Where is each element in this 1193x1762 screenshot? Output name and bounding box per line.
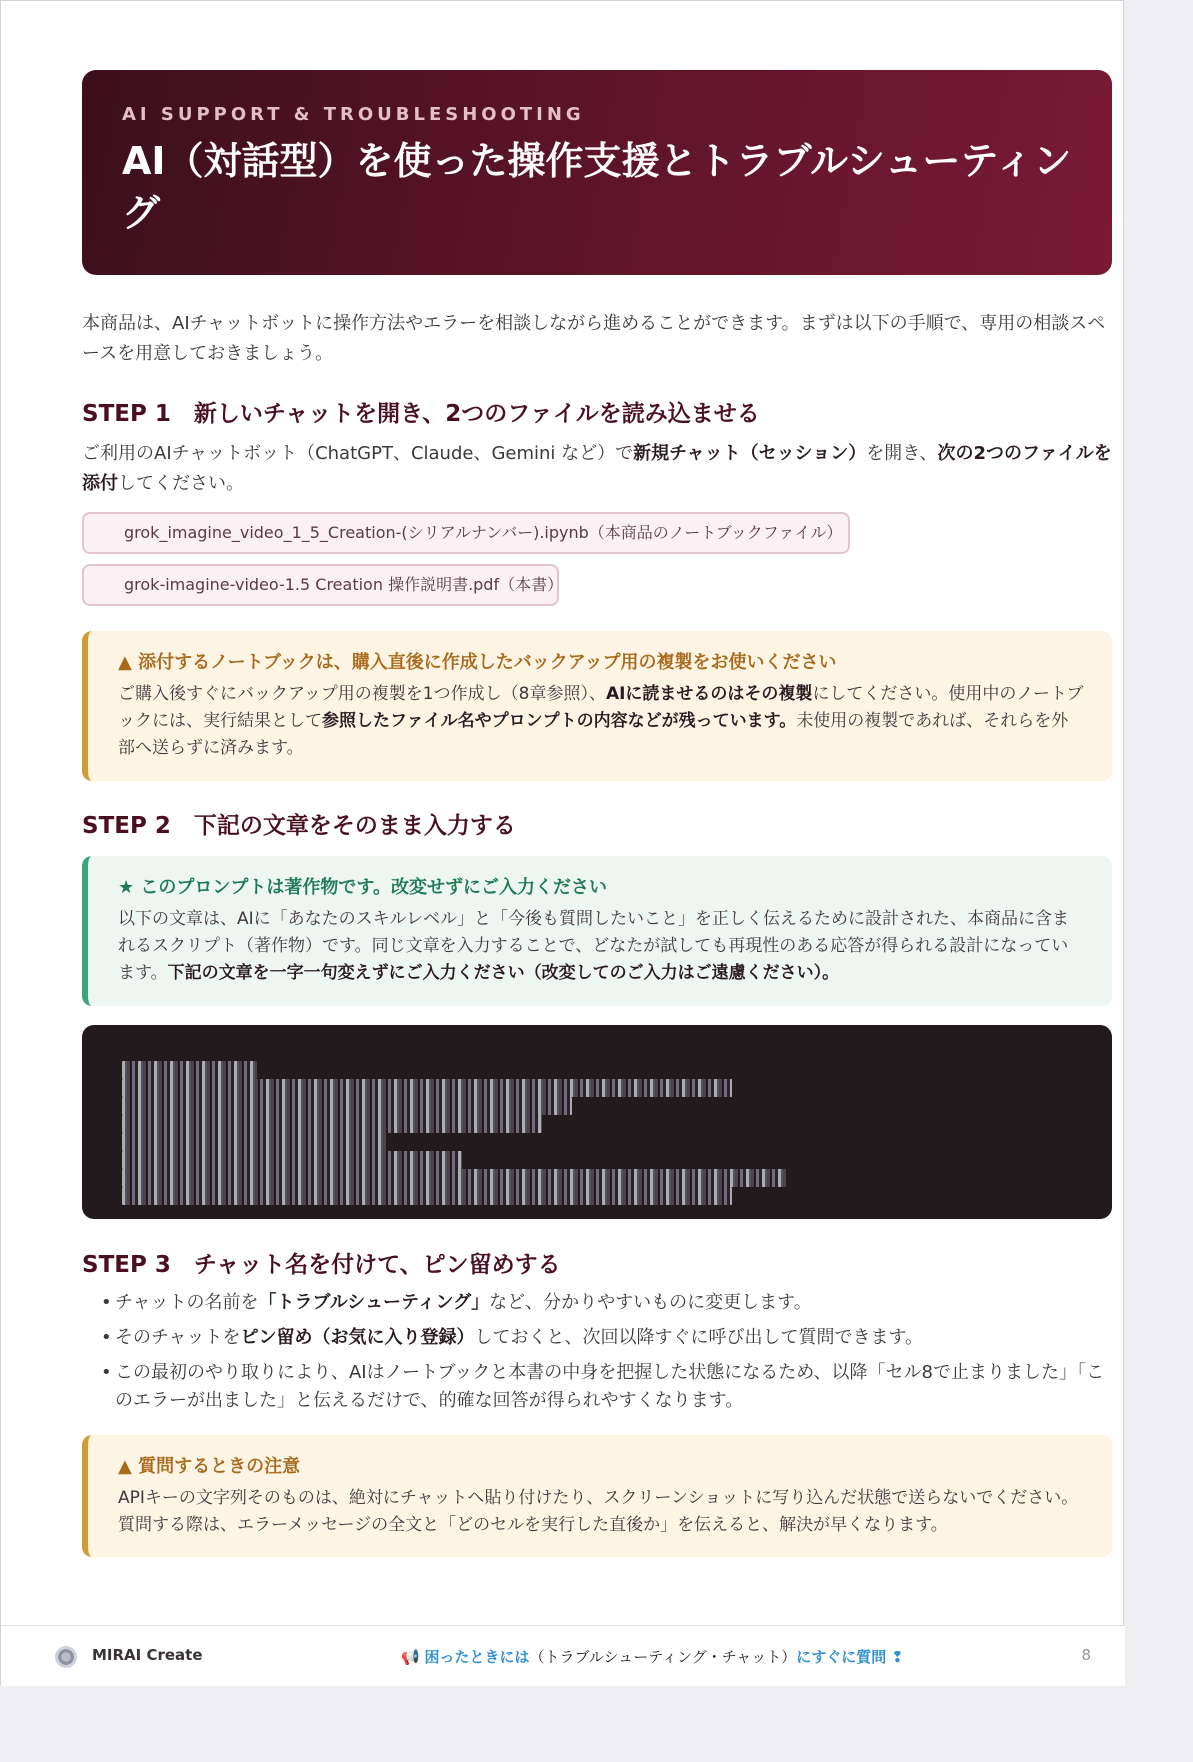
blurred-code-line bbox=[122, 1097, 572, 1115]
copyright-note-callout bbox=[82, 856, 1112, 1006]
page-number: 8 bbox=[1081, 1646, 1091, 1664]
header-kicker: AI SUPPORT & TROUBLESHOOTING bbox=[122, 104, 585, 125]
backup-warning-callout bbox=[82, 631, 1112, 781]
callout-body: 以下の文章は、AIに「あなたのスキルレベル」と「今後も質問したいこと」を正しく伝えるために設計された、本商品に含まれるスクリプト（著作物）です。同じ文章を入力することで、どなたが試しても再現性のある応答が得られる設計になっています。下記の文章を一字一句変えずにご入力ください（改変してのご入力はご遠慮ください）。 bbox=[118, 909, 1070, 983]
page-title: AI（対話型）を使った操作支援とトラブルシューティング bbox=[122, 139, 1072, 235]
blurred-code-line bbox=[122, 1133, 387, 1151]
prompt-code-block[interactable] bbox=[82, 1025, 1112, 1219]
blurred-code-line bbox=[122, 1061, 257, 1079]
blurred-code-line bbox=[122, 1115, 542, 1133]
blurred-code-line bbox=[122, 1187, 732, 1205]
callout-title: ▲ 質問するときの注意 bbox=[118, 1456, 301, 1477]
step3-bullet-list bbox=[101, 1289, 1111, 1422]
step2-title: STEP 2 下記の文章をそのまま入力する bbox=[82, 813, 516, 839]
step3-title: STEP 3 チャット名を付けて、ピン留めする bbox=[82, 1252, 561, 1278]
footer-brand: MIRAI Create bbox=[92, 1646, 203, 1664]
file-chip-manual: grok-imagine-video-1.5 Creation 操作説明書.pdf（本書） bbox=[82, 564, 559, 606]
header-banner bbox=[82, 70, 1112, 275]
callout-body: ご購入後すぐにバックアップ用の複製を1つ作成し（8章参照）、AIに読ませるのはその複製にしてください。使用中のノートブックには、実行結果として参照したファイル名やプロンプトの内容などが残っています。未使用の複製であれば、それらを外部へ送らずに済みます。 bbox=[118, 684, 1084, 758]
footer-help-link[interactable]: 📢 困ったときには（トラブルシューティング・チャット）にすぐに質問 ❢ bbox=[401, 1648, 904, 1666]
callout-body: APIキーの文字列そのものは、絶対にチャットへ貼り付けたり、スクリーンショットに写り込んだ状態で送らないでください。質問する際は、エラーメッセージの全文と「どのセルを実行した直後か」を伝えると、解決が早くなります。 bbox=[118, 1488, 1079, 1535]
exclamation-icon: ❢ bbox=[891, 1648, 904, 1666]
step1-title: STEP 1 新しいチャットを開き、2つのファイルを読み込ませる bbox=[82, 401, 760, 427]
list-item: • そのチャットをピン留め（お気に入り登録）しておくと、次回以降すぐに呼び出して質問できます。 bbox=[101, 1324, 1111, 1352]
list-item: • この最初のやり取りにより、AIはノートブックと本書の中身を把握した状態になるため、以降「セル8で止まりました」「このエラーが出ました」と伝えるだけで、的確な回答が得られやすくなります。 bbox=[101, 1359, 1111, 1415]
file-chip-notebook: grok_imagine_video_1_5_Creation-(シリアルナンバー).ipynb（本商品のノートブックファイル） bbox=[82, 512, 850, 554]
list-item: • チャットの名前を「トラブルシューティング」など、分かりやすいものに変更します。 bbox=[101, 1289, 1111, 1317]
step1-text: ご利用のAIチャットボット（ChatGPT、Claude、Gemini など）で新規チャット（セッション）を開き、次の2つのファイルを添付してください。 bbox=[82, 443, 1112, 494]
api-key-warning-callout bbox=[82, 1435, 1112, 1557]
blurred-code-line bbox=[122, 1169, 787, 1187]
intro-paragraph: 本商品は、AIチャットボットに操作方法やエラーを相談しながら進めることができます。まずは以下の手順で、専用の相談スペースを用意しておきましょう。 bbox=[82, 313, 1106, 364]
blurred-code-line bbox=[122, 1079, 732, 1097]
callout-title: ★ このプロンプトは著作物です。改変せずにご入力ください bbox=[118, 877, 607, 898]
brand-logo-icon bbox=[55, 1646, 77, 1668]
callout-title: ▲ 添付するノートブックは、購入直後に作成したバックアップ用の複製をお使いください bbox=[118, 652, 837, 673]
blurred-code-line bbox=[122, 1151, 462, 1169]
megaphone-icon: 📢 bbox=[401, 1648, 420, 1666]
page-footer bbox=[1, 1625, 1125, 1686]
